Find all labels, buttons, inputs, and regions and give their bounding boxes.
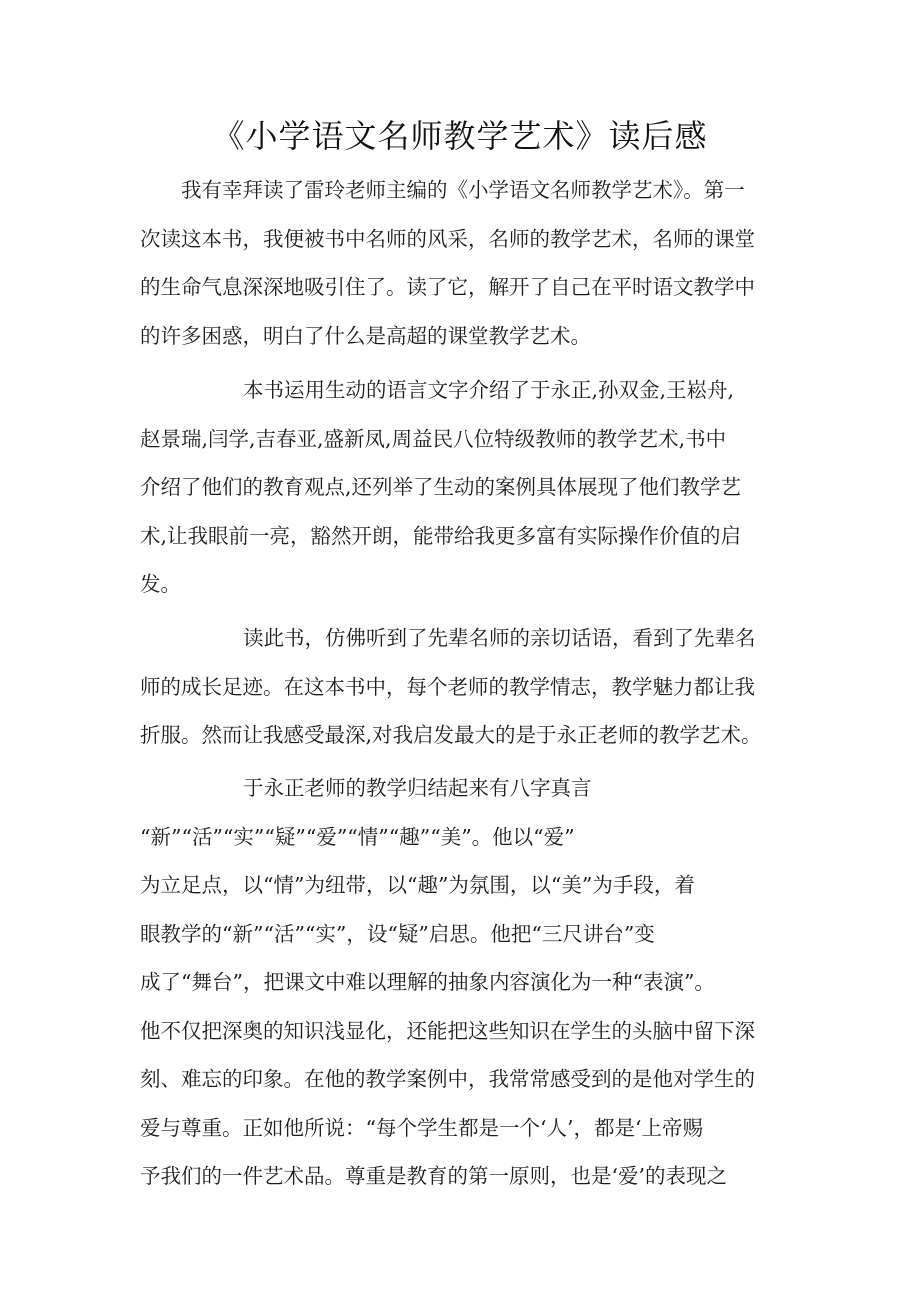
paragraph-4 [140, 764, 785, 1201]
paragraph-line: 次读这本书，我便被书中名师的风采，名师的教学艺术，名师的课堂 [140, 226, 755, 251]
paragraph-line: 为立足点，以“情”为纽带，以“趣”为氛围，以“美”为手段，着 [140, 873, 695, 897]
paragraph-line: 的生命气息深深地吸引住了。读了它，解开了自己在平时语文教学中 [140, 275, 755, 299]
paragraph-line: 于永正老师的教学归结起来有八字真言 [243, 776, 592, 800]
paragraph-line: 刻、难忘的印象。在他的教学案例中，我常常感受到的是他对学生的 [140, 1067, 755, 1091]
paragraph-line: 发。 [140, 572, 181, 596]
paragraph-line: 他不仅把深奥的知识浅显化，还能把这些知识在学生的头脑中留下深 [140, 1018, 755, 1043]
paragraph-line: 折服。然而让我感受最深,对我启发最大的是于永正老师的教学艺术。 [140, 723, 762, 747]
paragraph-line: 的许多困惑，明白了什么是高超的课堂教学艺术。 [140, 323, 591, 348]
paragraph-line: 读此书，仿佛听到了先辈名师的亲切话语，看到了先辈名 [243, 626, 756, 650]
paragraph-line: 我有幸拜读了雷玲老师主编的《小学语文名师教学艺术》。第一 [181, 178, 745, 202]
paragraph-line: 赵景瑞,闫学,吉春亚,盛新凤,周益民八位特级教师的教学艺术,书中 [140, 426, 727, 451]
paragraph-1 [140, 166, 785, 360]
paragraph-line: “新”“活”“实”“疑”“爱”“情”“趣”“美”。他以“爱” [140, 824, 575, 849]
paragraph-line: 术,让我眼前一亮，豁然开朗，能带给我更多富有实际操作价值的启 [140, 523, 742, 548]
paragraph-3 [140, 614, 785, 760]
paragraph-line: 爱与尊重。正如他所说：“每个学生都是一个‘人’，都是‘上帝赐 [140, 1115, 704, 1140]
paragraph-line: 本书运用生动的语言文字介绍了于永正,孙双金,王崧舟, [243, 378, 735, 402]
paragraph-line: 予我们的一件艺术品。尊重是教育的第一原则，也是‘爱’的表现之 [140, 1164, 728, 1188]
paragraph-2 [140, 366, 785, 609]
paragraph-line: 介绍了他们的教育观点,还列举了生动的案例具体展现了他们教学艺 [140, 475, 742, 499]
document-title: 《小学语文名师教学艺术》读后感 [212, 117, 708, 155]
paragraph-line: 眼教学的“新”“活”“实”，设“疑”启思。他把“三尺讲台”变 [140, 921, 655, 946]
paragraph-line: 成了“舞台”，把课文中难以理解的抽象内容演化为一种“表演”。 [140, 970, 715, 994]
paragraph-line: 师的成长足迹。在这本书中，每个老师的教学情志，教学魅力都让我 [140, 674, 755, 699]
